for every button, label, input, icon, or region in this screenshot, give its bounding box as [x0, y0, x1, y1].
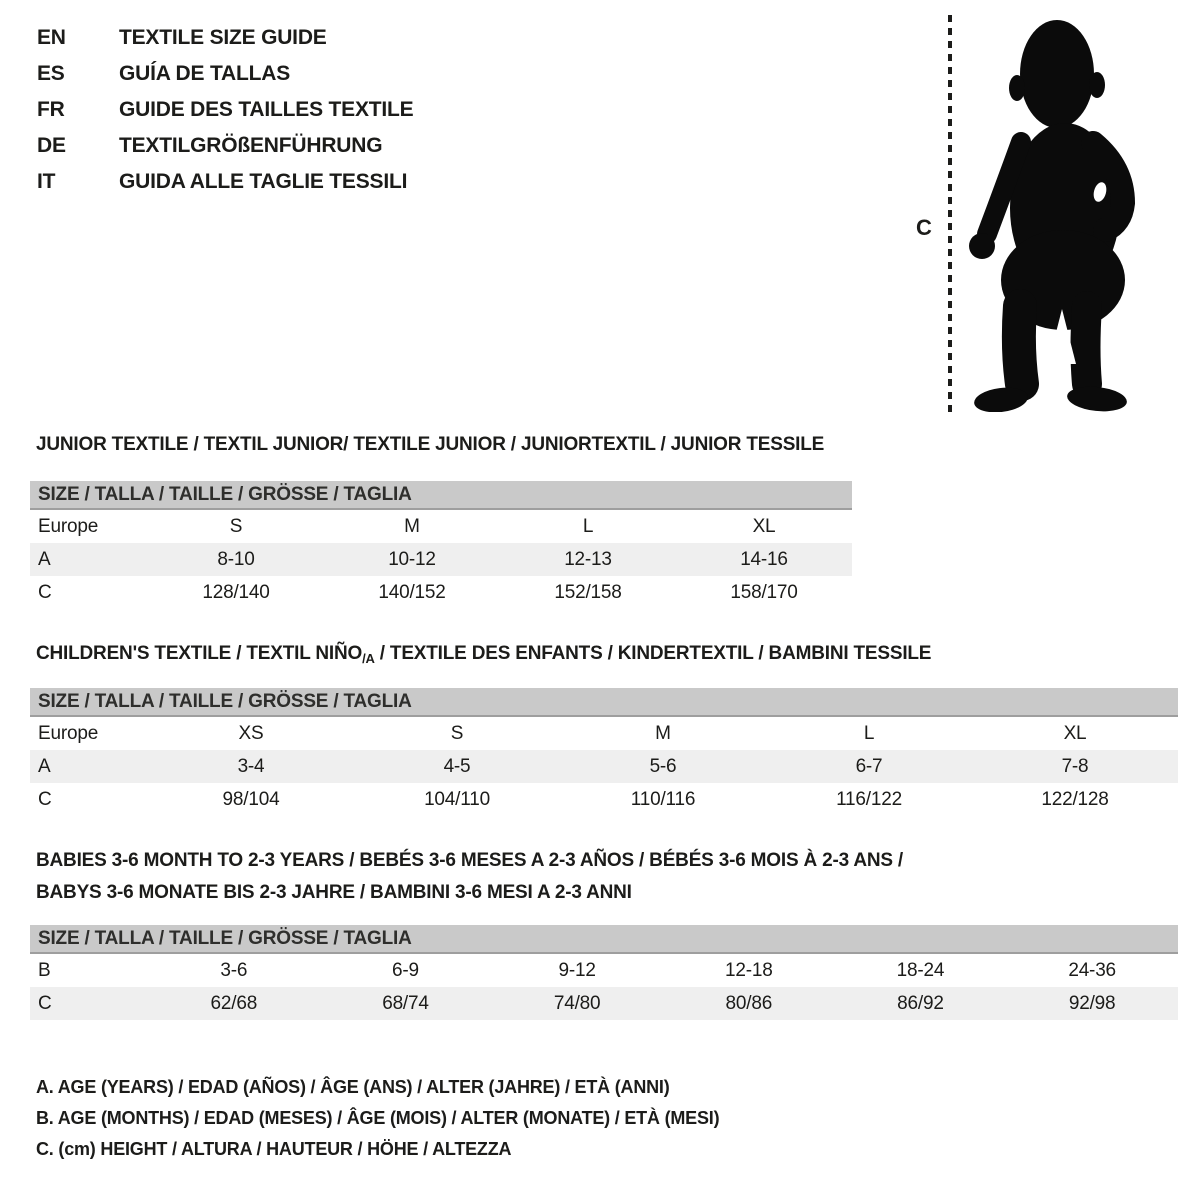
value-cell: XS	[238, 722, 264, 744]
footnotes	[36, 1072, 719, 1165]
size-table-rows	[30, 954, 1178, 1020]
value-cell: 6-9	[392, 959, 419, 981]
lang-row-en	[37, 27, 413, 49]
footnote-a: A. AGE (YEARS) / EDAD (AÑOS) / ÂGE (ANS) / ALTER (JAHRE) / ETÀ (ANNI)	[36, 1077, 670, 1097]
value-cell: 5-6	[649, 755, 677, 777]
height-measure-label: C	[916, 215, 932, 240]
height-measure-figure	[900, 0, 1160, 430]
row-label-cell: A	[38, 548, 51, 570]
value-cell: 116/122	[836, 788, 902, 810]
row-label-cell: A	[38, 755, 51, 777]
value-cell: 98/104	[222, 788, 280, 810]
junior-section-heading: JUNIOR TEXTILE / TEXTIL JUNIOR/ TEXTILE JUNIOR / JUNIORTEXTIL / JUNIOR TESSILE	[36, 434, 825, 455]
value-cell: S	[450, 722, 464, 744]
lang-row-es	[37, 63, 413, 85]
value-cell: 86/92	[897, 992, 944, 1014]
lang-code: EN	[37, 26, 66, 49]
value-cell: 6-7	[855, 755, 883, 777]
lang-title: GUÍA DE TALLAS	[119, 62, 291, 85]
table-header-row	[30, 510, 852, 543]
value-cell: 74/80	[553, 992, 601, 1014]
lang-title: GUIDA ALLE TAGLIE TESSILI	[119, 170, 408, 193]
value-cell: 3-6	[220, 959, 248, 981]
value-cell: 122/128	[1041, 788, 1109, 810]
value-cell: 68/74	[382, 992, 429, 1014]
row-label-cell: C	[38, 992, 52, 1014]
lang-code: FR	[37, 98, 65, 121]
table-row	[30, 987, 1178, 1020]
row-label-cell: Europe	[38, 722, 99, 744]
table-row	[30, 543, 852, 576]
table-row	[30, 783, 1178, 816]
lang-row-fr	[37, 99, 413, 121]
value-cell: 110/116	[630, 788, 696, 810]
value-cell: 8-10	[217, 548, 255, 570]
footnote-c: C. (cm) HEIGHT / ALTURA / HAUTEUR / HÖHE / ALTEZZA	[36, 1139, 512, 1159]
value-cell: 62/68	[210, 992, 258, 1014]
language-title-list	[37, 27, 413, 207]
row-label-cell: C	[38, 788, 52, 810]
lang-code: ES	[37, 62, 65, 85]
size-table-rows	[30, 717, 1178, 816]
value-cell: 80/86	[725, 992, 773, 1014]
toddler-silhouette-icon	[965, 18, 1135, 412]
value-cell: 12-13	[564, 548, 612, 570]
children-heading-after: / TEXTILE DES ENFANTS / KINDERTEXTIL / BAMBINI TESSILE	[374, 643, 932, 664]
table-row	[30, 954, 1178, 987]
value-cell: 128/140	[202, 581, 270, 603]
children-section-heading	[36, 643, 931, 665]
value-cell: 104/110	[424, 788, 490, 810]
lang-title: TEXTILGRÖßENFÜHRUNG	[119, 134, 383, 157]
children-table-grid	[30, 717, 1178, 816]
table-header-row	[30, 717, 1178, 750]
row-label-cell: Europe	[38, 515, 99, 537]
children-size-bar: SIZE / TALLA / TAILLE / GRÖSSE / TAGLIA	[30, 688, 1178, 717]
children-heading-before: CHILDREN'S TEXTILE / TEXTIL NIÑO	[36, 643, 363, 664]
value-cell: 9-12	[558, 959, 596, 981]
value-cell: 10-12	[388, 548, 436, 570]
value-cell: 3-4	[237, 755, 265, 777]
babies-section-heading-line1: BABIES 3-6 MONTH TO 2-3 YEARS / BEBÉS 3-6 MESES A 2-3 AÑOS / BÉBÉS 3-6 MOIS À 2-3 ANS /	[36, 850, 904, 871]
lang-title: GUIDE DES TAILLES TEXTILE	[119, 98, 414, 121]
junior-table-grid	[30, 510, 852, 609]
lang-title: TEXTILE SIZE GUIDE	[119, 26, 327, 49]
value-cell: 14-16	[740, 548, 788, 570]
babies-size-bar: SIZE / TALLA / TAILLE / GRÖSSE / TAGLIA	[30, 925, 1178, 954]
table-row	[30, 576, 852, 609]
junior-size-bar: SIZE / TALLA / TAILLE / GRÖSSE / TAGLIA	[30, 481, 852, 510]
footnote-b: B. AGE (MONTHS) / EDAD (MESES) / ÂGE (MOIS) / ALTER (MONATE) / ETÀ (MESI)	[36, 1108, 720, 1128]
value-cell: 92/98	[1068, 992, 1116, 1014]
babies-size-table	[30, 925, 1178, 1020]
row-label-cell: C	[38, 581, 52, 603]
value-cell: 158/170	[730, 581, 798, 603]
value-cell: XL	[752, 515, 776, 537]
size-table-rows	[30, 510, 852, 609]
value-cell: 12-18	[724, 959, 773, 981]
value-cell: XL	[1063, 722, 1087, 744]
lang-row-it	[37, 171, 413, 193]
lang-code: IT	[37, 170, 56, 193]
children-heading-sub: /A	[362, 651, 375, 666]
value-cell: M	[404, 515, 420, 537]
value-cell: 152/158	[554, 581, 622, 603]
value-cell: L	[582, 515, 594, 537]
height-dashed-line-icon	[948, 15, 952, 415]
row-label-cell: B	[38, 959, 51, 981]
value-cell: 18-24	[896, 959, 945, 981]
value-cell: 4-5	[443, 755, 471, 777]
value-cell: 24-36	[1068, 959, 1116, 981]
value-cell: 140/152	[378, 581, 446, 603]
value-cell: L	[863, 722, 875, 744]
lang-code: DE	[37, 134, 66, 157]
babies-table-grid	[30, 954, 1178, 1020]
value-cell: M	[655, 722, 671, 744]
children-size-table	[30, 688, 1178, 816]
value-cell: S	[229, 515, 243, 537]
value-cell: 7-8	[1061, 755, 1089, 777]
junior-size-table	[30, 481, 852, 609]
lang-row-de	[37, 135, 413, 157]
babies-section-heading-line2: BABYS 3-6 MONATE BIS 2-3 JAHRE / BAMBINI 3-6 MESI A 2-3 ANNI	[36, 882, 632, 903]
table-row	[30, 750, 1178, 783]
